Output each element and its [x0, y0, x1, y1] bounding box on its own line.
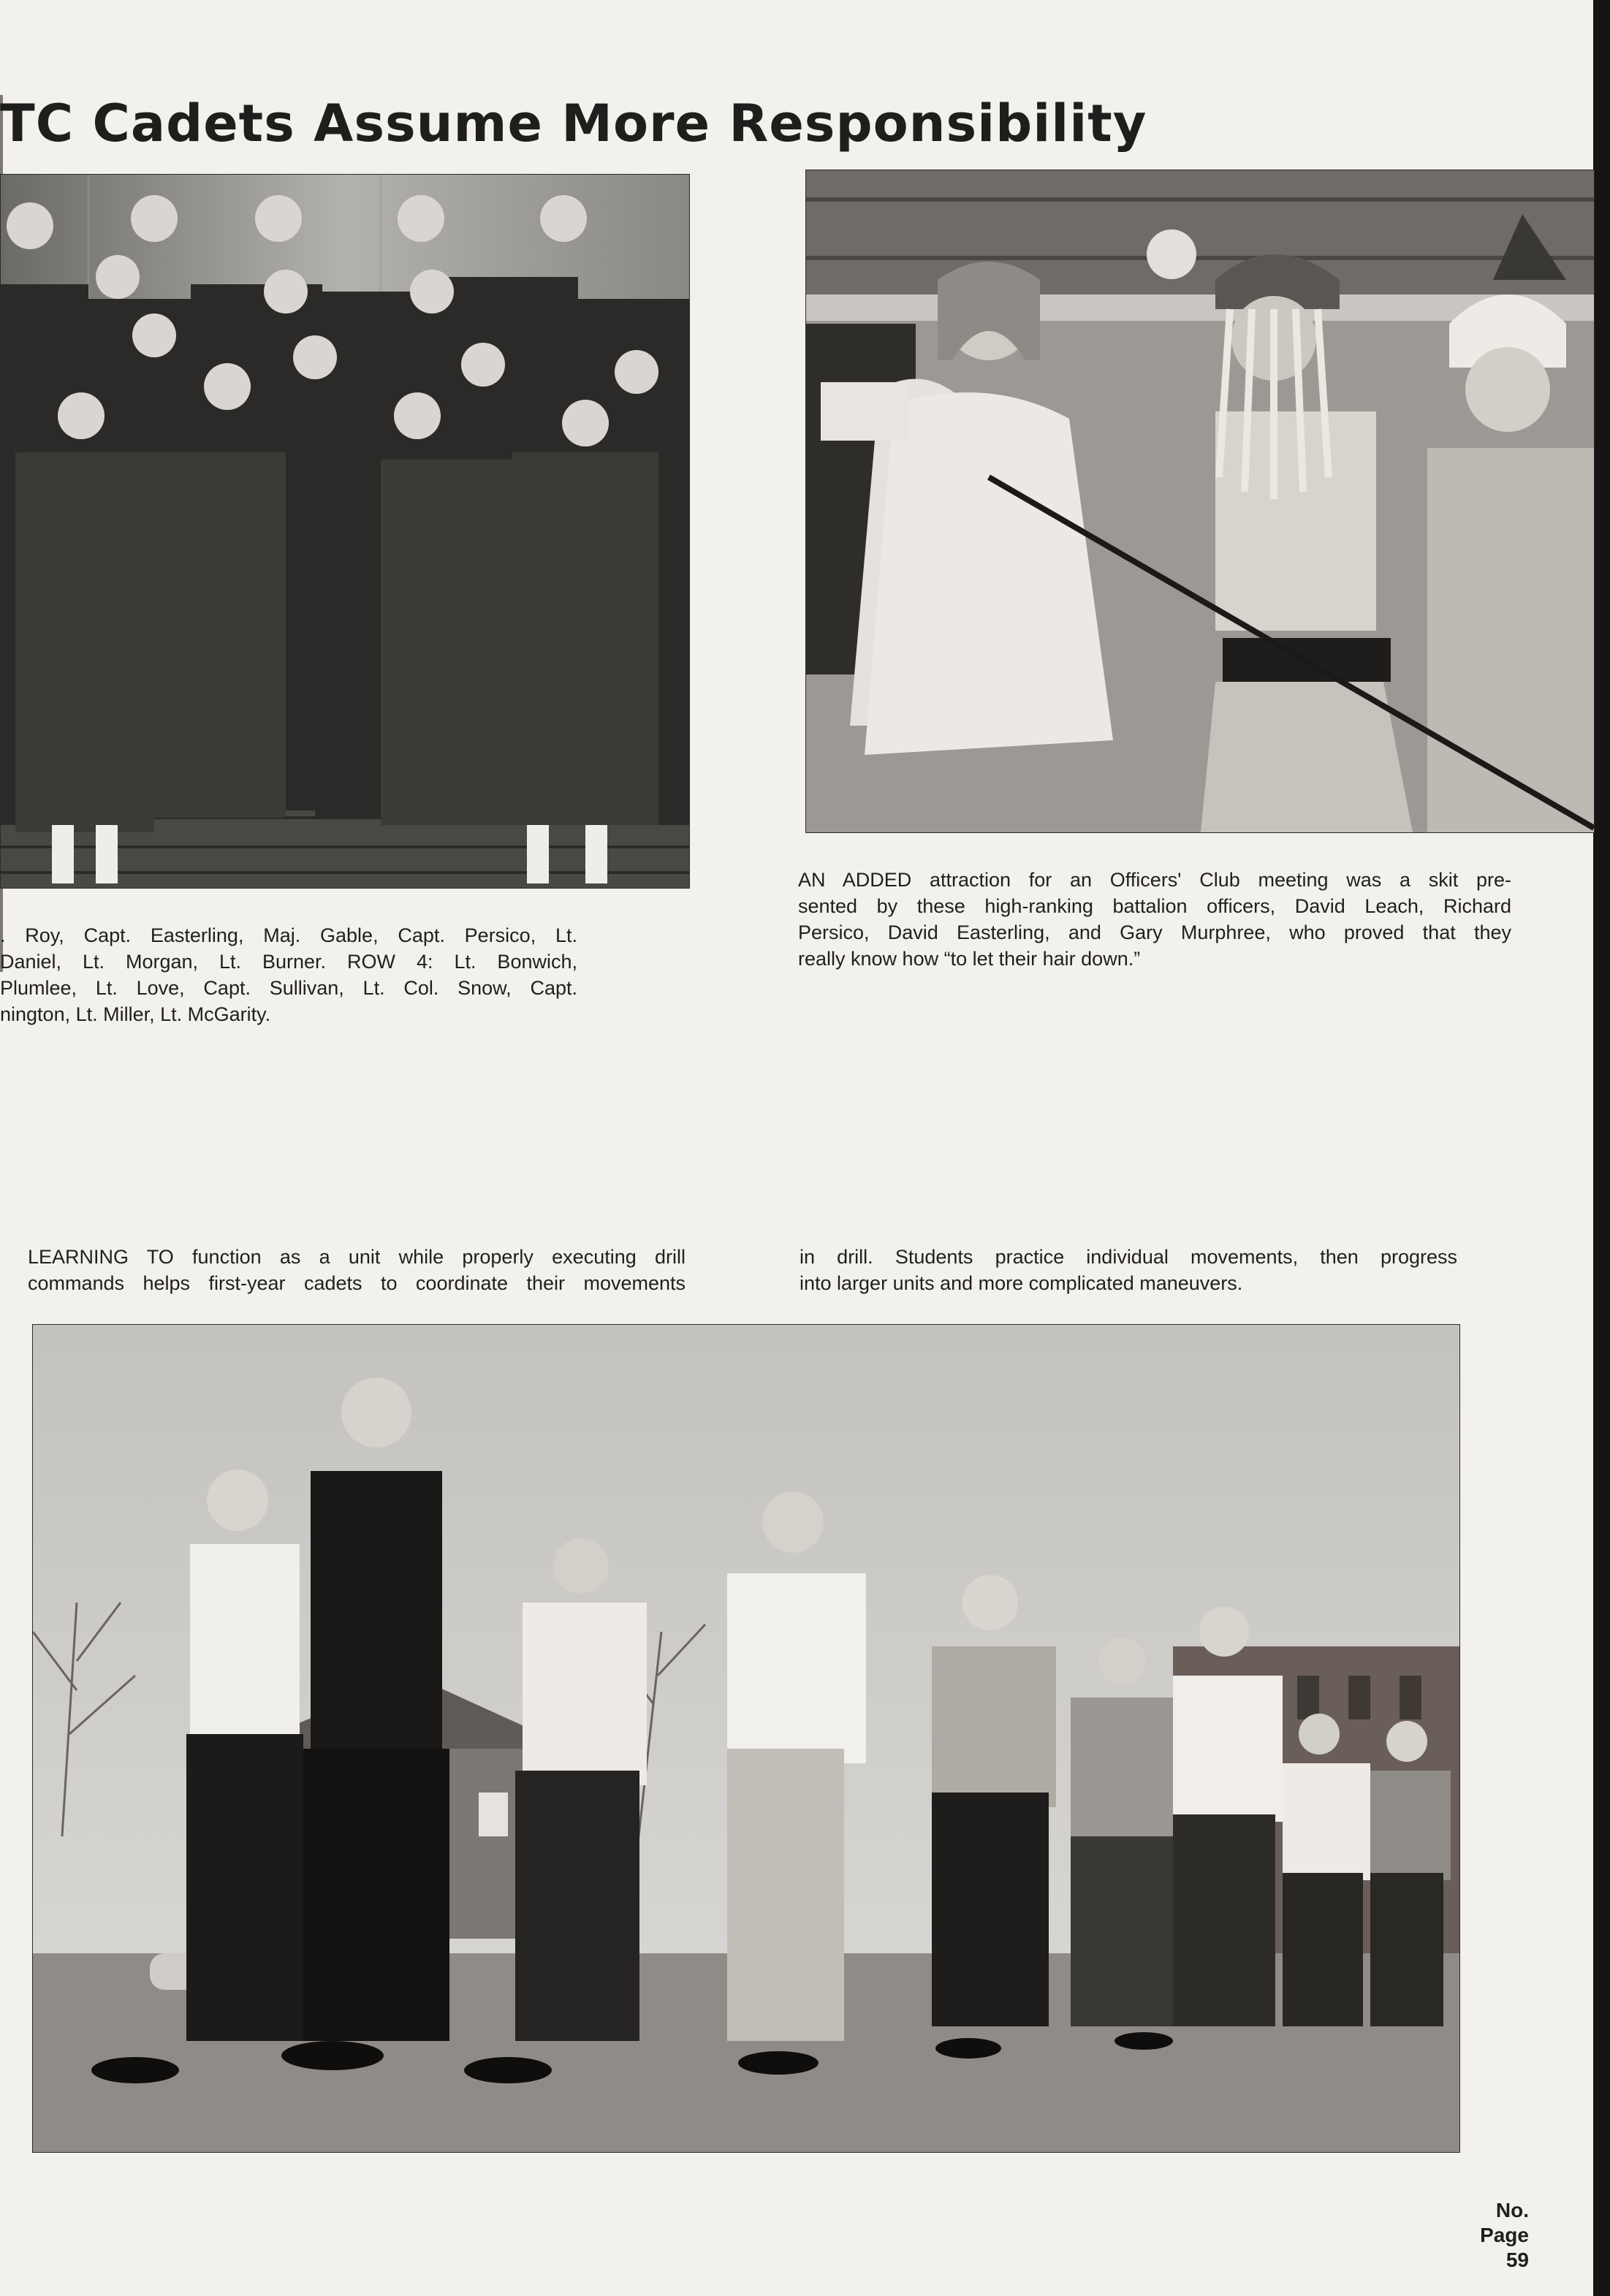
caption-line: . Roy, Capt. Easterling, Maj. Gable, Capt. Persico, Lt.	[0, 924, 577, 946]
drill-caption-right	[800, 1244, 1457, 1296]
cadets-group-photo	[0, 174, 690, 889]
folio-label-page: Page	[1480, 2224, 1529, 2246]
drill-photo	[32, 1324, 1460, 2153]
drill-caption-left	[28, 1244, 686, 1296]
caption-line: sented by these high-ranking battalion officers, David Leach, Richard	[798, 895, 1511, 917]
caption-line: really know how “to let their hair down.”	[798, 948, 1141, 970]
caption-line: AN ADDED attraction for an Officers' Club meeting was a skit pre-	[798, 869, 1511, 891]
caption-line: Daniel, Lt. Morgan, Lt. Burner. ROW 4: Lt. Bonwich,	[0, 951, 577, 973]
caption-line: commands helps first-year cadets to coordinate their movements	[28, 1272, 686, 1294]
drill-photo-art	[33, 1325, 1459, 2152]
caption-line: Plumlee, Lt. Love, Capt. Sullivan, Lt. Col. Snow, Capt.	[0, 977, 577, 999]
page-edge	[1593, 0, 1610, 2296]
page-title: TC Cadets Assume More Responsibility	[0, 94, 1147, 153]
caption-line: Persico, David Easterling, and Gary Murphree, who proved that they	[798, 921, 1511, 943]
caption-line: into larger units and more complicated maneuvers.	[800, 1272, 1243, 1294]
cadets-photo-art	[1, 175, 689, 888]
page-number-block	[1432, 2198, 1529, 2273]
caption-line: nington, Lt. Miller, Lt. McGarity.	[0, 1003, 271, 1025]
skit-photo-art	[806, 170, 1594, 832]
cadets-caption	[0, 922, 577, 1027]
caption-line: LEARNING TO function as a unit while properly executing drill	[28, 1246, 686, 1268]
skit-caption	[798, 867, 1511, 972]
skit-photo	[805, 170, 1595, 833]
caption-line: in drill. Students practice individual movements, then progress	[800, 1246, 1457, 1268]
page-number: 59	[1505, 2249, 1529, 2271]
folio-label-no: No.	[1495, 2199, 1529, 2221]
